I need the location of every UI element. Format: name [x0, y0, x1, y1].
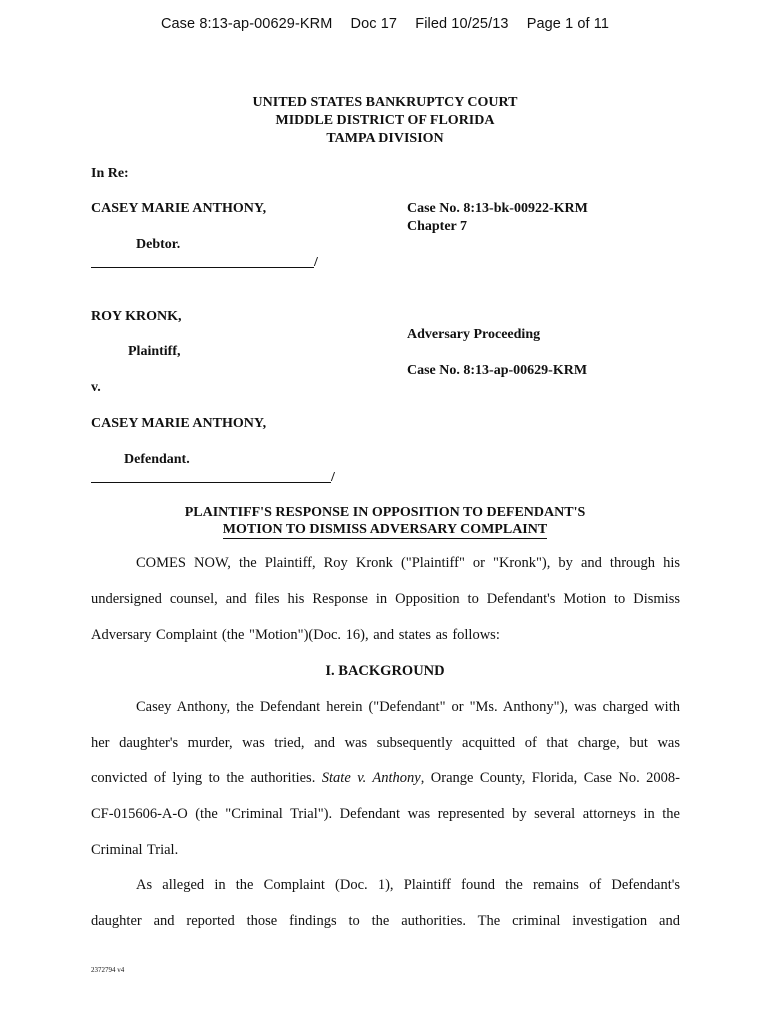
header-doc-number: Doc 17 — [350, 16, 398, 32]
background-p1-line-1: Casey Anthony, the Defendant herein ("Defendant" or "Ms. Anthony"), was charged with — [136, 699, 680, 715]
court-division: TAMPA DIVISION — [326, 131, 444, 146]
debtor-label: Debtor. — [136, 237, 181, 252]
background-p1-line-4: CF-015606-A-O (the "Criminal Trial"). Defendant was represented by several attorneys in the — [91, 806, 680, 822]
background-p2-line-2: daughter and reported those findings to the authorities. The criminal investigation and — [91, 913, 680, 929]
background-p1-line-2: her daughter's murder, was tried, and was subsequently acquitted of that charge, but was — [91, 735, 680, 751]
debtor-name: CASEY MARIE ANTHONY, — [91, 201, 267, 216]
chapter-label: Chapter 7 — [407, 219, 468, 234]
caption-slash-1: / — [314, 255, 318, 270]
in-re-label: In Re: — [91, 166, 129, 181]
filing-header — [0, 16, 770, 32]
intro-line-1: COMES NOW, the Plaintiff, Roy Kronk ("Plaintiff" or "Kronk"), by and through his — [136, 555, 680, 571]
background-p1-line-3-a: convicted of lying to the authorities. — [91, 770, 322, 786]
defendant-label: Defendant. — [124, 452, 190, 467]
court-district: MIDDLE DISTRICT OF FLORIDA — [275, 113, 495, 128]
background-p1-line-3-b: , Orange County, Florida, Case No. 2008- — [420, 770, 680, 786]
caption-slash-2: / — [331, 470, 335, 485]
versus-label: v. — [91, 380, 101, 395]
header-page-number: Page 1 of 11 — [526, 16, 610, 32]
intro-line-3: Adversary Complaint (the "Motion")(Doc. 16), and states as follows: — [91, 627, 500, 643]
header-filed-date: Filed 10/25/13 — [415, 16, 509, 32]
background-p1-line-5: Criminal Trial. — [91, 842, 179, 858]
adversary-proceeding-label: Adversary Proceeding — [407, 327, 541, 342]
plaintiff-name: ROY KRONK, — [91, 309, 182, 324]
document-title-line-2 — [0, 522, 770, 538]
court-name: UNITED STATES BANKRUPTCY COURT — [252, 95, 518, 110]
case-citation: State v. Anthony — [321, 770, 421, 786]
header-case-number: Case 8:13-ap-00629-KRM — [160, 16, 333, 32]
background-p2-line-1: As alleged in the Complaint (Doc. 1), Plaintiff found the remains of Defendant's — [136, 877, 680, 893]
bankruptcy-case-number: Case No. 8:13-bk-00922-KRM — [407, 201, 588, 216]
defendant-name: CASEY MARIE ANTHONY, — [91, 416, 267, 431]
caption-rule-1 — [91, 267, 314, 268]
document-title-line-2-text: MOTION TO DISMISS ADVERSARY COMPLAINT — [222, 522, 548, 537]
intro-line-2: undersigned counsel, and files his Response in Opposition to Defendant's Motion to Dismiss — [91, 591, 680, 607]
document-title-line-1: PLAINTIFF'S RESPONSE IN OPPOSITION TO DEFENDANT'S — [184, 505, 586, 520]
caption-rule-2 — [91, 482, 331, 483]
background-p1-line-3 — [91, 770, 680, 787]
section-heading-background: I. BACKGROUND — [325, 663, 445, 679]
document-id-footer: 2372794 v4 — [91, 966, 125, 974]
adversary-case-number: Case No. 8:13-ap-00629-KRM — [407, 363, 588, 378]
plaintiff-label: Plaintiff, — [128, 344, 181, 359]
